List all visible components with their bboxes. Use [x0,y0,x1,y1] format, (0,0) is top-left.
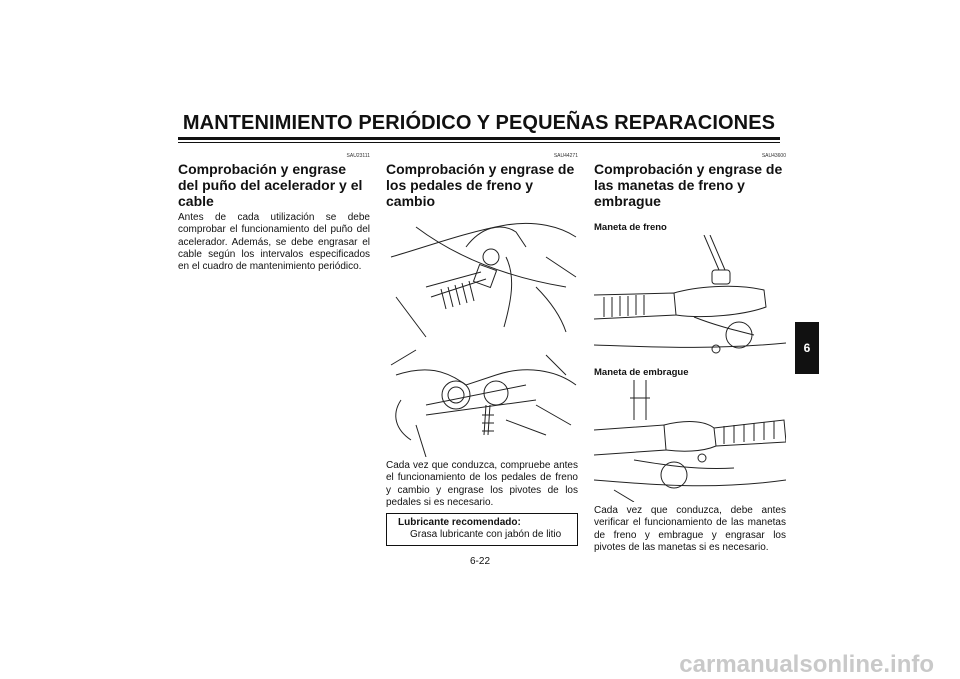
page-title: MANTENIMIENTO PERIÓDICO Y PEQUEÑAS REPARACIONES [182,112,776,134]
section-title: Comprobación y engrase de los pedales de freno y cambio [386,161,575,209]
shift-pedal-illustration [386,345,578,457]
section-body: Antes de cada utilización se debe comprobar el funcionamiento del puño del acelerador. Además, se debe engrasar el cable según los intervalos especificados en el cuadro de mantenimiento periódico. [178,212,370,273]
section-body: Cada vez que conduzca, compruebe antes el funcionamiento de los pedales de freno y cambio y engrase los pivotes de los pedales si es necesario. [386,460,578,508]
section-pedals [386,153,578,509]
header-rule-thin [178,142,780,143]
brake-pedal-illustration [386,217,578,339]
lubricant-note [386,513,578,546]
section-body: Cada vez que conduzca, debe antes verificar el funcionamiento de las manetas de freno y embrague y engrasar los pivotes de las manetas si es necesario. [594,505,786,553]
clutch-lever-illustration [594,380,786,502]
page-number: 6-22 [469,556,490,567]
footer-watermark: carmanualsonline.info [679,651,934,678]
section-title: Comprobación y engrase del puño del acelerador y el cable [178,161,363,209]
lubricant-value: Grasa lubricante con jabón de litio [410,529,562,541]
section-code: SAU44271 [553,153,578,159]
header-rule-thick [178,137,780,140]
brake-lever-illustration [594,235,786,359]
brake-lever-label: Maneta de freno [594,222,667,233]
lubricant-label: Lubricante recomendado: [398,517,521,528]
section-throttle [178,153,370,273]
section-title: Comprobación y engrase de las manetas de freno y embrague [594,161,783,209]
section-code: SAU23111 [346,153,370,159]
section-code: SAU43600 [761,153,786,159]
clutch-lever-label: Maneta de embrague [594,367,689,378]
chapter-tab: 6 [795,322,819,374]
section-levers [594,153,786,554]
